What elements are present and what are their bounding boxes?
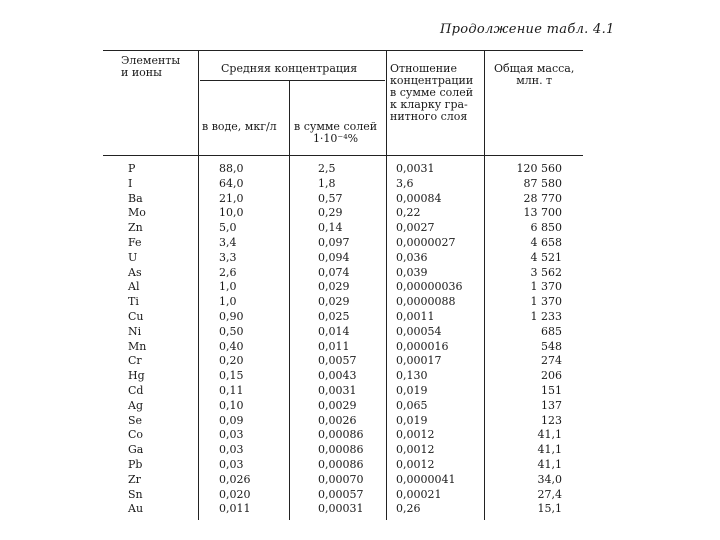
cell-mass: 87 580 bbox=[523, 176, 562, 190]
cell-salt: 0,00086 bbox=[318, 428, 364, 442]
cell-salt: 0,029 bbox=[318, 295, 350, 309]
cell-mass: 685 bbox=[541, 324, 562, 338]
cell-ratio: 0,000016 bbox=[396, 339, 449, 353]
cell-ratio: 0,0000041 bbox=[396, 472, 456, 486]
header-elements-line: и ионы bbox=[121, 66, 162, 79]
cell-water: 2,6 bbox=[219, 265, 237, 279]
cell-ratio: 0,00017 bbox=[396, 354, 442, 368]
header-total-mass-line: млн. т bbox=[516, 74, 553, 87]
cell-mass: 4 658 bbox=[530, 236, 562, 249]
cell-water: 1,0 bbox=[219, 280, 237, 294]
cell-salt: 0,074 bbox=[318, 265, 350, 279]
cell-el: Ba bbox=[128, 191, 143, 205]
cell-salt: 0,094 bbox=[318, 250, 350, 264]
cell-salt: 0,57 bbox=[318, 191, 343, 205]
cell-el: Zn bbox=[128, 221, 143, 235]
cell-mass: 27,4 bbox=[537, 487, 562, 501]
cell-salt: 0,011 bbox=[318, 339, 350, 353]
cell-mass: 13 700 bbox=[523, 206, 562, 220]
header-elements bbox=[121, 55, 180, 79]
cell-ratio: 0,22 bbox=[396, 206, 421, 220]
cell-mass: 120 560 bbox=[516, 162, 562, 175]
header-ratio-line: Отношение bbox=[390, 62, 457, 75]
cell-salt: 1,8 bbox=[318, 176, 336, 190]
cell-water: 0,90 bbox=[219, 310, 244, 323]
cell-ratio: 0,00000036 bbox=[396, 280, 463, 294]
cell-mass: 548 bbox=[541, 339, 562, 353]
cell-salt: 0,025 bbox=[318, 310, 350, 323]
table-continuation-caption: Продолжение табл. 4.1 bbox=[440, 22, 615, 37]
cell-water: 0,03 bbox=[219, 428, 244, 442]
header-avg-conc: Средняя концентрация bbox=[221, 62, 358, 75]
cell-water: 0,40 bbox=[219, 339, 244, 353]
cell-mass: 15,1 bbox=[537, 502, 562, 516]
cell-ratio: 0,0000027 bbox=[396, 236, 456, 249]
cell-el: Sn bbox=[128, 487, 143, 501]
cell-salt: 0,14 bbox=[318, 221, 343, 235]
cell-el: Zr bbox=[128, 472, 141, 486]
cell-ratio: 0,130 bbox=[396, 369, 428, 383]
cell-mass: 274 bbox=[541, 354, 562, 368]
cell-el: Cr bbox=[128, 354, 142, 368]
cell-mass: 4 521 bbox=[530, 250, 562, 264]
cell-water: 0,10 bbox=[219, 398, 244, 412]
cell-ratio: 0,039 bbox=[396, 265, 428, 279]
header-in-salts-line: в сумме солей bbox=[294, 120, 378, 133]
cell-mass: 34,0 bbox=[537, 472, 562, 486]
cell-ratio: 0,0012 bbox=[396, 458, 435, 471]
cell-salt: 0,0057 bbox=[318, 354, 357, 368]
cell-salt: 0,0043 bbox=[318, 369, 357, 383]
cell-el: As bbox=[128, 265, 142, 279]
cell-el: P bbox=[128, 162, 136, 175]
cell-el: U bbox=[128, 250, 138, 264]
cell-water: 88,0 bbox=[219, 162, 244, 175]
cell-mass: 28 770 bbox=[523, 191, 562, 205]
cell-ratio: 0,0027 bbox=[396, 221, 435, 235]
cell-water: 64,0 bbox=[219, 176, 244, 190]
header-in-water: в воде, мкг/л bbox=[202, 120, 277, 133]
cell-mass: 41,1 bbox=[537, 428, 562, 442]
cell-water: 1,0 bbox=[219, 295, 237, 309]
cell-el: Ni bbox=[128, 324, 142, 338]
header-avg-rule bbox=[200, 80, 385, 81]
cell-water: 0,50 bbox=[219, 324, 244, 338]
cell-ratio: 0,00054 bbox=[396, 324, 442, 338]
cell-salt: 0,00070 bbox=[318, 472, 364, 486]
cell-ratio: 0,0031 bbox=[396, 162, 435, 175]
cell-mass: 1 233 bbox=[530, 310, 562, 323]
cell-salt: 0,00031 bbox=[318, 502, 364, 516]
cell-salt: 0,0031 bbox=[318, 384, 357, 397]
cell-mass: 1 370 bbox=[530, 295, 562, 309]
cell-salt: 2,5 bbox=[318, 162, 336, 175]
table-top-rule bbox=[103, 50, 583, 51]
cell-water: 0,20 bbox=[219, 354, 244, 368]
header-ratio-line: в сумме солей bbox=[390, 86, 474, 99]
header-ratio-line: к кларку гра- bbox=[390, 98, 468, 111]
cell-water: 21,0 bbox=[219, 191, 244, 205]
cell-el: Cd bbox=[128, 384, 144, 397]
cell-salt: 0,097 bbox=[318, 236, 350, 249]
column-divider-3 bbox=[386, 50, 387, 520]
cell-mass: 123 bbox=[541, 413, 562, 427]
cell-el: Mo bbox=[128, 206, 146, 220]
cell-water: 0,11 bbox=[219, 384, 244, 397]
cell-salt: 0,0029 bbox=[318, 398, 357, 412]
cell-salt: 0,014 bbox=[318, 324, 350, 338]
header-total-mass bbox=[494, 63, 574, 87]
cell-ratio: 0,019 bbox=[396, 413, 428, 427]
cell-ratio: 0,036 bbox=[396, 250, 428, 264]
cell-el: Ag bbox=[128, 398, 143, 412]
cell-water: 5,0 bbox=[219, 221, 237, 235]
cell-ratio: 0,0000088 bbox=[396, 295, 456, 309]
cell-ratio: 0,00021 bbox=[396, 487, 442, 501]
cell-mass: 206 bbox=[541, 369, 562, 383]
cell-mass: 137 bbox=[541, 398, 562, 412]
cell-mass: 3 562 bbox=[530, 265, 562, 279]
cell-salt: 0,00086 bbox=[318, 458, 364, 471]
cell-ratio: 3,6 bbox=[396, 176, 414, 190]
cell-salt: 0,29 bbox=[318, 206, 343, 220]
cell-ratio: 0,019 bbox=[396, 384, 428, 397]
cell-water: 3,3 bbox=[219, 250, 237, 264]
cell-ratio: 0,00084 bbox=[396, 191, 442, 205]
cell-mass: 6 850 bbox=[530, 221, 562, 235]
cell-el: Pb bbox=[128, 458, 143, 471]
cell-el: Ti bbox=[128, 295, 139, 309]
cell-ratio: 0,0012 bbox=[396, 428, 435, 442]
cell-water: 0,09 bbox=[219, 413, 244, 427]
cell-el: Hg bbox=[128, 369, 145, 383]
cell-el: Se bbox=[128, 413, 143, 427]
cell-water: 0,020 bbox=[219, 487, 251, 501]
cell-el: Au bbox=[128, 502, 144, 516]
cell-salt: 0,029 bbox=[318, 280, 350, 294]
header-in-salts-line: 1·10⁻⁴% bbox=[312, 132, 359, 145]
cell-el: Ga bbox=[128, 443, 144, 457]
header-ratio-line: нитного слоя bbox=[390, 110, 468, 123]
cell-water: 0,011 bbox=[219, 502, 251, 516]
cell-el: Co bbox=[128, 428, 144, 442]
column-divider-1 bbox=[198, 50, 199, 520]
cell-salt: 0,00057 bbox=[318, 487, 364, 501]
header-elements-line: Элементы bbox=[121, 54, 181, 67]
cell-water: 0,03 bbox=[219, 458, 244, 471]
cell-ratio: 0,0011 bbox=[396, 310, 435, 323]
header-total-mass-line: Общая масса, bbox=[494, 62, 575, 75]
cell-ratio: 0,065 bbox=[396, 398, 428, 412]
header-in-salts bbox=[294, 121, 377, 145]
column-divider-2 bbox=[289, 80, 290, 520]
cell-salt: 0,0026 bbox=[318, 413, 357, 427]
cell-el: I bbox=[128, 176, 133, 190]
cell-mass: 151 bbox=[541, 384, 562, 397]
header-bottom-rule bbox=[103, 155, 583, 156]
cell-water: 0,026 bbox=[219, 472, 251, 486]
cell-el: Fe bbox=[128, 236, 142, 249]
header-ratio-line: концентрации bbox=[390, 74, 474, 87]
cell-water: 0,03 bbox=[219, 443, 244, 457]
cell-mass: 41,1 bbox=[537, 458, 562, 471]
cell-mass: 41,1 bbox=[537, 443, 562, 457]
cell-ratio: 0,0012 bbox=[396, 443, 435, 457]
cell-water: 10,0 bbox=[219, 206, 244, 220]
cell-el: Mn bbox=[128, 339, 147, 353]
cell-water: 0,15 bbox=[219, 369, 244, 383]
cell-ratio: 0,26 bbox=[396, 502, 421, 516]
cell-salt: 0,00086 bbox=[318, 443, 364, 457]
cell-el: Cu bbox=[128, 310, 144, 323]
cell-el: Al bbox=[128, 280, 140, 294]
cell-mass: 1 370 bbox=[530, 280, 562, 294]
column-divider-4 bbox=[484, 50, 485, 520]
cell-water: 3,4 bbox=[219, 236, 237, 249]
header-ratio bbox=[390, 63, 473, 123]
